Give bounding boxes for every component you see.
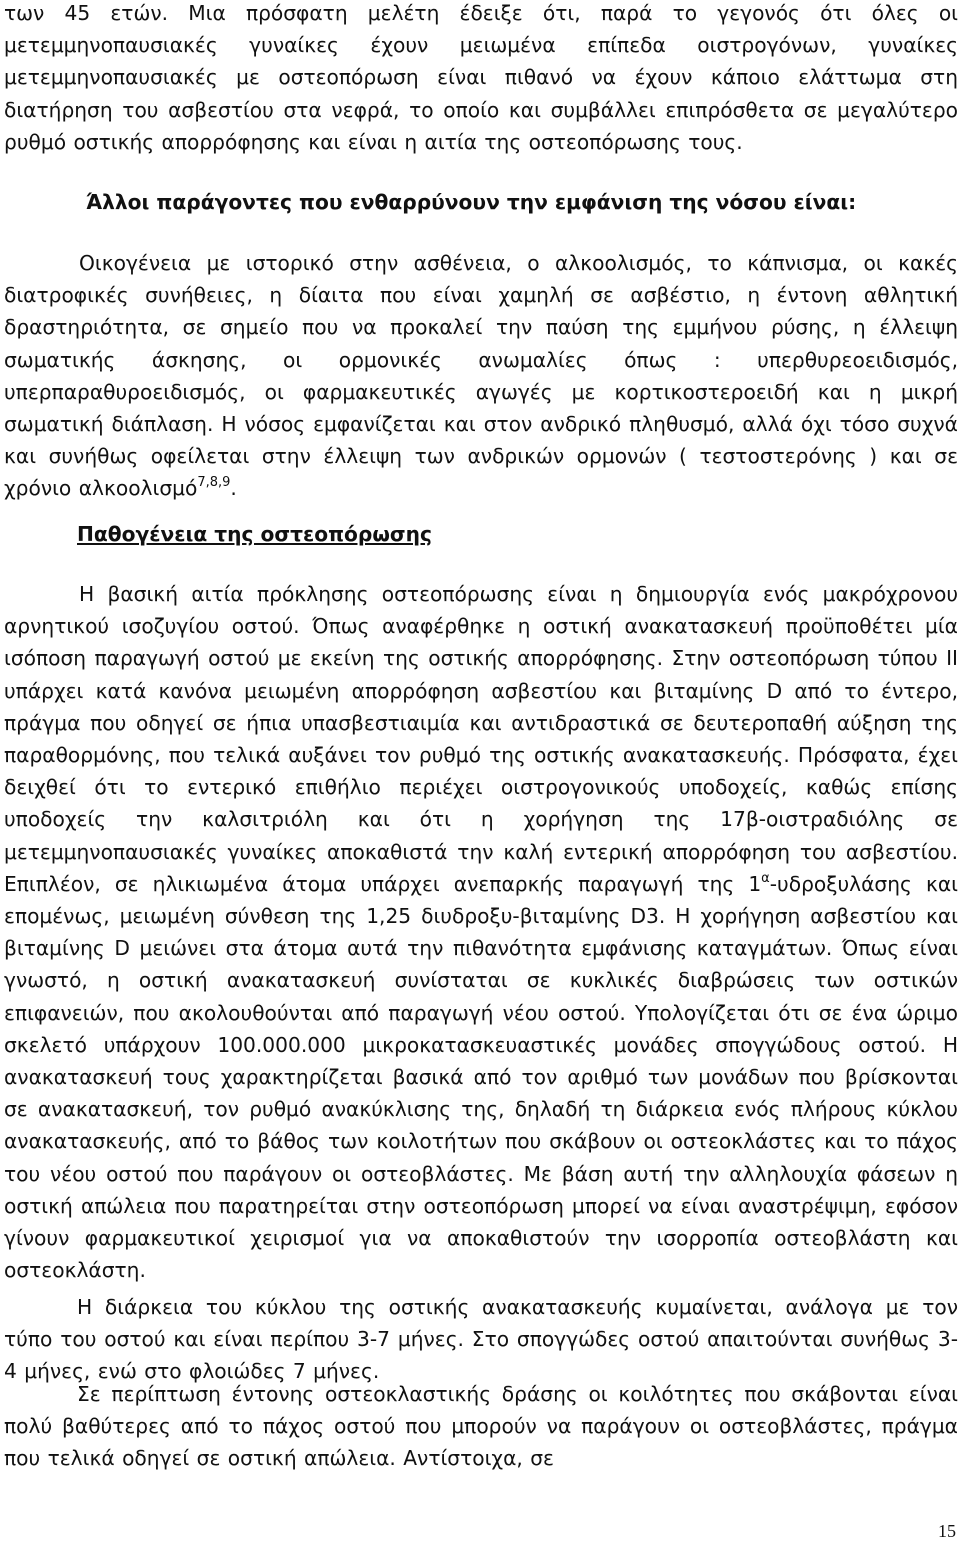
paragraph-intro: των 45 ετών. Μια πρόσφατη μελέτη έδειξε ότι, παρά το γεγονός ότι όλες οι μετεμμηνοπαυσιακές γυναίκες έχουν μειωμένα επίπεδα οιστρογόνων, γυναίκες μετεμμηνοπαυσιακές με οστεοπόρωση είναι πιθανό να έχουν κάποιο ελάττωμα στη διατήρηση του ασβεστίου στα νεφρά, το οποίο και συμβάλλει επιπρόσθετα σε μεγαλύτερο ρυθμό οστικής απορρόφησης και είναι η αιτία της οστεοπόρωσης τους.	[4, 1, 958, 154]
section-heading-risk-factors: Άλλοι παράγοντες που ενθαρρύνουν την εμφάνιση της νόσου είναι:	[86, 190, 857, 214]
paragraph-pathogenesis	[4, 578, 958, 1286]
paragraph-osteoclastic-action: Σε περίπτωση έντονης οστεοκλαστικής δράσης οι κοιλότητες που σκάβονται είναι πολύ βαθύτερες από το πάχος οστού που μπορούν να παράγουν οι οστεοβλάστες, πράγμα που τελικά οδηγεί σε οστική απώλεια. Αντίστοιχα, σε	[4, 1382, 958, 1471]
paragraph-pathogenesis-text-b: -υδροξυλάσης και επομένως, μειωμένη σύνθεση της 1,25 διυδροξυ-βιταμίνης D3. Η χορήγηση ασβεστίου και βιταμίνης D μειώνει στα άτομα αυτά την πιθανότητα εμφάνισης καταγμάτων. Όπως είναι γνωστό, η οστική ανακατασκευή συνίσταται σε κυκλικές διαβρώσεις των οστικών επιφανειών, που ακολουθούνται από παραγωγή νέου οστού. Υπολογίζεται ότι σε ένα ώριμο σκελετό υπάρχουν 100.000.000 μικροκατασκευαστικές μονάδες σπογγώδους οστού. Η ανακατασκευή τους χαρακτηρίζεται βασικά από τον αριθμό των μονάδων που βρίσκονται σε ανακατασκευή, τον ρυθμό ανακύκλισης της, δηλαδή τη διάρκεια ενός πλήρους κύκλου ανακατασκευής, από το βάθος των κοιλοτήτων που σκάβουν οι οστεοκλάστες και το πάχος του νέου οστού που παράγουν οι οστεοβλάστες. Με βάση αυτή την αλληλουχία φάσεων η οστική απώλεια που παρατηρείται στην οστεοπόρωση μπορεί να είναι αναστρέψιμη, εφόσον γίνουν φαρμακευτικοί χειρισμοί για να αποκαθιστούν την ισορροπία οστεοβλάστη και οστεοκλάστη.	[4, 871, 958, 1283]
paragraph-cycle-duration: Η διάρκεια του κύκλου της οστικής ανακατασκευής κυμαίνεται, ανάλογα με τον τύπο του οστού και είναι περίπου 3-7 μήνες. Στο σπογγώδες οστού απαιτούνται συνήθως 3-4 μήνες, ενώ στο φλοιώδες 7 μήνες.	[4, 1295, 958, 1384]
section-heading-pathogenesis: Παθογένεια της οστεοπόρωσης	[77, 522, 432, 546]
paragraph-end-period: .	[230, 476, 237, 501]
superscript-alpha: α	[761, 870, 770, 886]
paragraph-pathogenesis-text-a: Η βασική αιτία πρόκλησης οστεοπόρωσης είναι η δημιουργία ενός μακρόχρονου αρνητικού ισοζυγίου οστού. Όπως αναφέρθηκε η οστική ανακατασκευή προϋποθέτει μία ισόποση παραγωγή οστού με εκείνη της οστικής απορρόφησης. Στην οστεοπόρωση τύπου ΙΙ υπάρχει κατά κανόνα μειωμένη απορρόφηση ασβεστίου και βιταμίνης D από το έντερο, πράγμα που οδηγεί σε ήπια υπασβεστιαιμία και αντιδραστικά σε δευτεροπαθή αύξηση της παραθορμόνης, που τελικά αυξάνει τον ρυθμό της οστικής ανακατασκευής. Πρόσφατα, έχει δειχθεί ότι το εντερικό επιθήλιο περιέχει οιστρογονικούς υποδοχείς, καθώς επίσης υποδοχείς την καλσιτριόλη και ότι η χορήγηση της 17β-οιστραδιόλης σε μετεμμηνοπαυσιακές γυναίκες αποκαθιστά την καλή εντερική απορρόφηση του ασβεστίου. Επιπλέον, σε ηλικιωμένα άτομα υπάρχει ανεπαρκής παραγωγή της 1	[4, 582, 958, 896]
page-number: 15	[938, 1521, 956, 1541]
citation-refs: 7,8,9	[197, 475, 231, 491]
paragraph-risk-factors	[4, 247, 958, 505]
paragraph-risk-factors-text: Οικογένεια με ιστορικό στην ασθένεια, ο αλκοολισμός, το κάπνισμα, οι κακές διατροφικές συνήθειες, η δίαιτα που είναι χαμηλή σε ασβέστιο, η έντονη αθλητική δραστηριότητα, σε σημείο που να προκαλεί την παύση της εμμήνου ρύσης, η έλλειψη σωματικής άσκησης, οι ορμονικές ανωμαλίες όπως : υπερθυρεοειδισμός, υπερπαραθυροειδισμός, οι φαρμακευτικές αγωγές με κορτικοστεροειδή και η μικρή σωματική διάπλαση. Η νόσος εμφανίζεται και στον ανδρικό πληθυσμό, αλλά όχι τόσο συχνά και συνήθως οφείλεται στην έλλειψη των ανδρικών ορμονών ( τεστοστερόνης ) και σε χρόνιο αλκοολισμό	[4, 251, 958, 501]
